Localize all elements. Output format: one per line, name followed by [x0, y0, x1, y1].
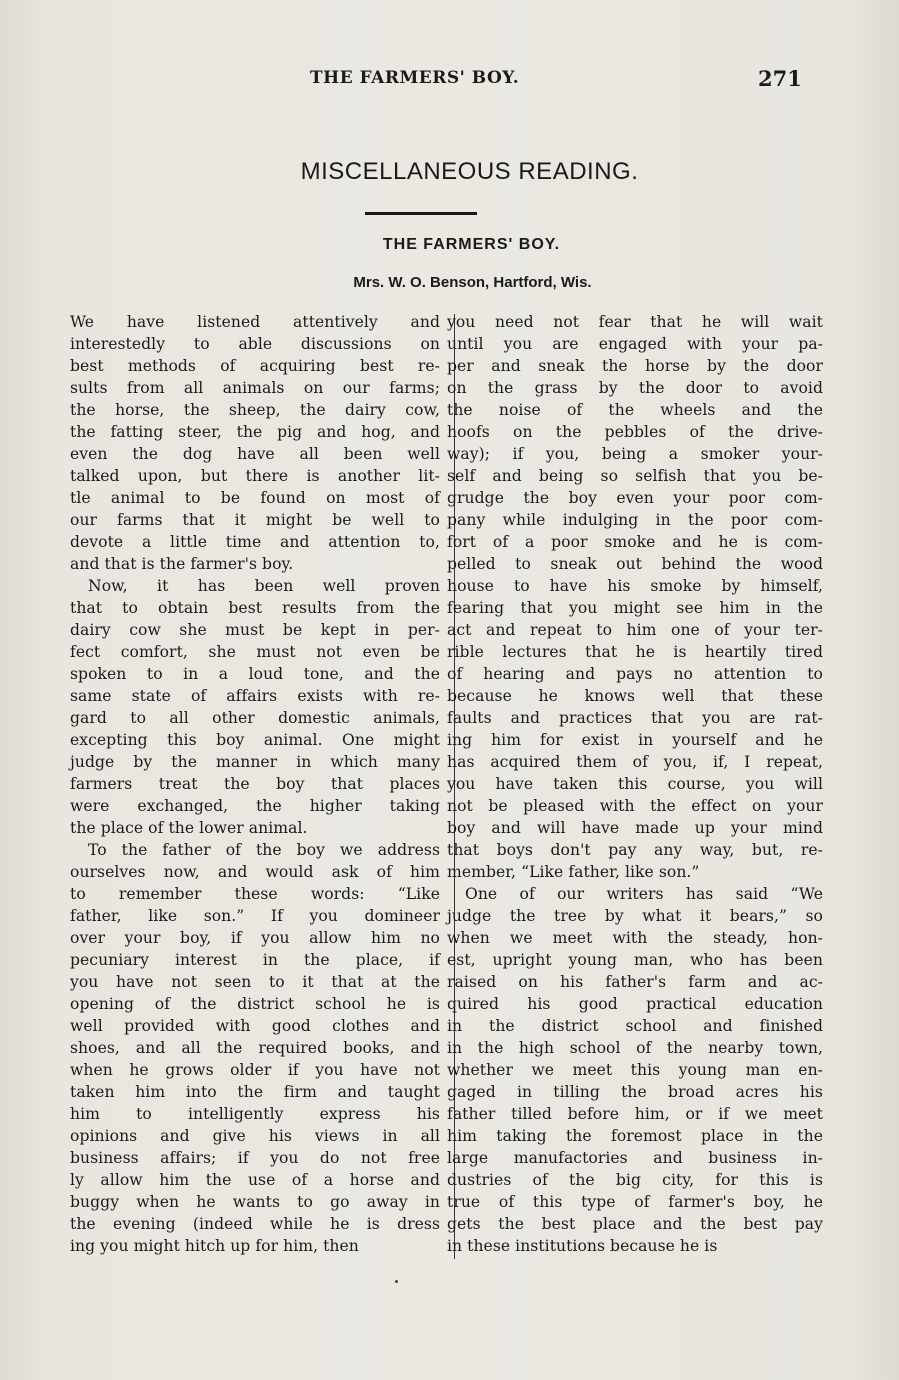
text-line: shoes, and all the required books, and: [70, 1039, 440, 1057]
text-line: the noise of the wheels and the: [447, 401, 823, 419]
text-line: opinions and give his views in all: [70, 1127, 440, 1145]
text-line: quired his good practical education: [447, 995, 823, 1013]
text-line: over your boy, if you allow him no: [70, 929, 440, 947]
text-line: ing him for exist in yourself and he: [447, 731, 823, 749]
text-line: per and sneak the horse by the door: [447, 357, 823, 375]
text-line: were exchanged, the higher taking: [70, 797, 440, 815]
page-speck: [395, 1280, 398, 1283]
text-line: on the grass by the door to avoid: [447, 379, 823, 397]
text-line: of hearing and pays no attention to: [447, 665, 823, 683]
text-line: you have not seen to it that at the: [70, 973, 440, 991]
text-line: way); if you, being a smoker your-: [447, 445, 823, 463]
text-line: grudge the boy even your poor com-: [447, 489, 823, 507]
text-line: taken him into the firm and taught: [70, 1083, 440, 1101]
text-line: the horse, the sheep, the dairy cow,: [70, 401, 440, 419]
text-line: pelled to sneak out behind the wood: [447, 555, 823, 573]
text-line: ourselves now, and would ask of him: [70, 863, 440, 881]
text-line: To the father of the boy we address: [88, 841, 440, 859]
text-line: that to obtain best results from the: [70, 599, 440, 617]
text-line: large manufactories and business in-: [447, 1149, 823, 1167]
section-title: MISCELLANEOUS READING.: [300, 158, 639, 185]
text-line: pany while indulging in the poor com-: [447, 511, 823, 529]
text-line: dustries of the big city, for this is: [447, 1171, 823, 1189]
text-line: sults from all animals on our farms;: [70, 379, 440, 397]
text-line: gard to all other domestic animals,: [70, 709, 440, 727]
article-byline: Mrs. W. O. Benson, Hartford, Wis.: [353, 274, 592, 291]
text-line: boy and will have made up your mind: [447, 819, 823, 837]
text-line: best methods of acquiring best re-: [70, 357, 440, 375]
text-line: same state of affairs exists with re-: [70, 687, 440, 705]
text-line: hoofs on the pebbles of the drive-: [447, 423, 823, 441]
text-line: business affairs; if you do not free: [70, 1149, 440, 1167]
text-line: him to intelligently express his: [70, 1105, 440, 1123]
text-line: talked upon, but there is another lit-: [70, 467, 440, 485]
text-line: to remember these words: “Like: [70, 885, 440, 903]
text-line: ing you might hitch up for him, then: [70, 1237, 359, 1255]
text-line: in the district school and finished: [447, 1017, 823, 1035]
text-line: raised on his father's farm and ac-: [447, 973, 823, 991]
text-line: interestedly to able discussions on: [70, 335, 440, 353]
text-line: our farms that it might be well to: [70, 511, 440, 529]
text-line: the place of the lower animal.: [70, 819, 308, 837]
text-line: you have taken this course, you will: [447, 775, 823, 793]
text-line: pecuniary interest in the place, if: [70, 951, 440, 969]
text-line: fearing that you might see him in the: [447, 599, 823, 617]
text-line: has acquired them of you, if, I repeat,: [447, 753, 823, 771]
text-line: rible lectures that he is heartily tired: [447, 643, 823, 661]
text-line: him taking the foremost place in the: [447, 1127, 823, 1145]
text-line: house to have his smoke by himself,: [447, 577, 823, 595]
running-head: THE FARMERS' BOY.: [310, 68, 520, 88]
text-line: spoken to in a loud tone, and the: [70, 665, 440, 683]
text-line: buggy when he wants to go away in: [70, 1193, 440, 1211]
text-line: dairy cow she must be kept in per-: [70, 621, 440, 639]
text-line: Now, it has been well proven: [88, 577, 440, 595]
text-line: self and being so selfish that you be-: [447, 467, 823, 485]
text-line: father tilled before him, or if we meet: [447, 1105, 823, 1123]
text-line: fort of a poor smoke and he is com-: [447, 533, 823, 551]
text-line: the evening (indeed while he is dress: [70, 1215, 440, 1233]
text-line: judge by the manner in which many: [70, 753, 440, 771]
text-line: in the high school of the nearby town,: [447, 1039, 823, 1057]
text-line: until you are engaged with your pa-: [447, 335, 823, 353]
text-line: true of this type of farmer's boy, he: [447, 1193, 823, 1211]
text-line: member, “Like father, like son.”: [447, 863, 700, 881]
title-rule: [365, 212, 477, 215]
text-line: excepting this boy animal. One might: [70, 731, 440, 749]
text-line: opening of the district school he is: [70, 995, 440, 1013]
text-line: We have listened attentively and: [70, 313, 440, 331]
text-line: act and repeat to him one of your ter-: [447, 621, 823, 639]
page-number: 271: [758, 66, 802, 91]
text-line: tle animal to be found on most of: [70, 489, 440, 507]
text-line: when he grows older if you have not: [70, 1061, 440, 1079]
text-line: because he knows well that these: [447, 687, 823, 705]
text-line: whether we meet this young man en-: [447, 1061, 823, 1079]
text-line: you need not fear that he will wait: [447, 313, 823, 331]
text-line: the fatting steer, the pig and hog, and: [70, 423, 440, 441]
text-line: judge the tree by what it bears,” so: [447, 907, 823, 925]
text-line: gets the best place and the best pay: [447, 1215, 823, 1233]
text-line: farmers treat the boy that places: [70, 775, 440, 793]
text-line: gaged in tilling the broad acres his: [447, 1083, 823, 1101]
text-line: faults and practices that you are rat-: [447, 709, 823, 727]
text-line: devote a little time and attention to,: [70, 533, 440, 551]
article-title: THE FARMERS' BOY.: [382, 236, 561, 253]
text-line: One of our writers has said “We: [465, 885, 823, 903]
text-line: not be pleased with the effect on your: [447, 797, 823, 815]
text-line: fect comfort, she must not even be: [70, 643, 440, 661]
text-line: and that is the farmer's boy.: [70, 555, 294, 573]
left-column: [70, 311, 440, 1257]
text-line: well provided with good clothes and: [70, 1017, 440, 1035]
text-line: even the dog have all been well: [70, 445, 440, 463]
text-line: that boys don't pay any way, but, re-: [447, 841, 823, 859]
text-line: in these institutions because he is: [447, 1237, 718, 1255]
text-line: father, like son.” If you domineer: [70, 907, 440, 925]
right-column: [447, 311, 823, 1257]
text-line: when we meet with the steady, hon-: [447, 929, 823, 947]
text-line: est, upright young man, who has been: [447, 951, 823, 969]
text-line: ly allow him the use of a horse and: [70, 1171, 440, 1189]
